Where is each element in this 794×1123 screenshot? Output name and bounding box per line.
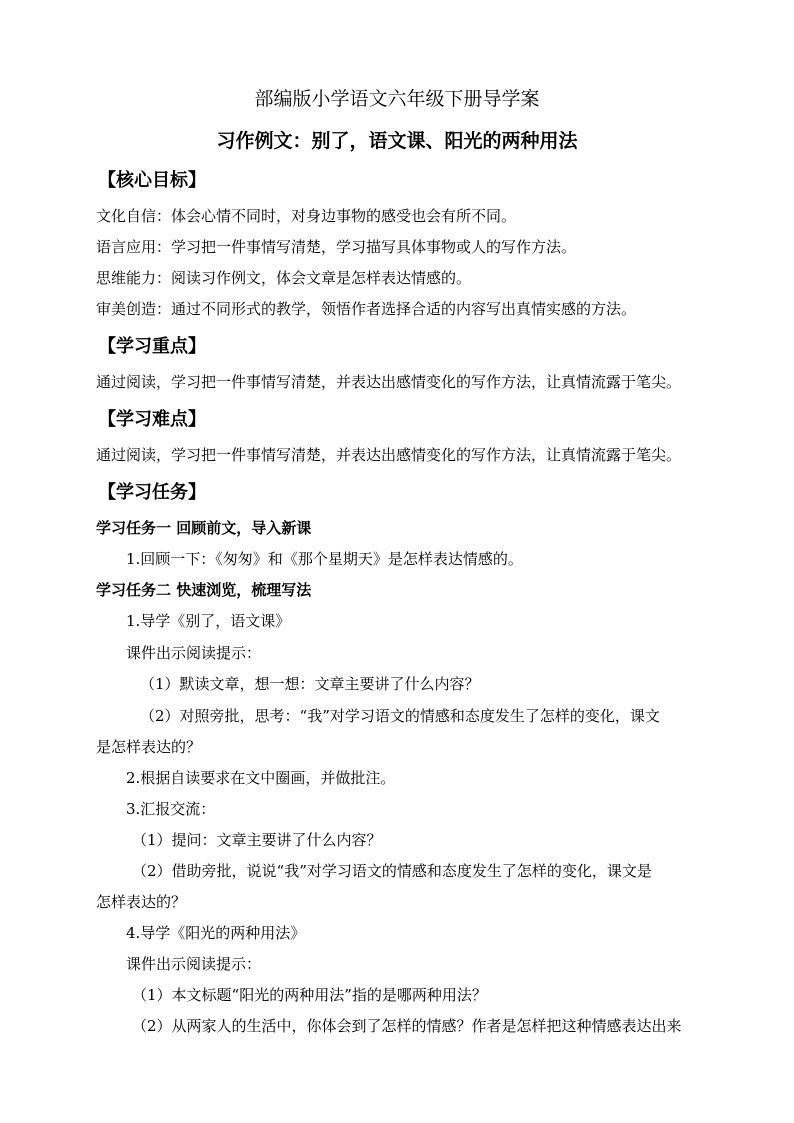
core-goal-item: 审美创造：通过不同形式的教学，领悟作者选择合适的内容写出真情实感的方法。 [96, 300, 637, 318]
task2-line: 课件出示阅读提示： [126, 955, 262, 973]
core-goal-item: 思维能力：阅读习作例文，体会文章是怎样表达情感的。 [96, 269, 472, 287]
task1-item: 1.回顾一下：《匆匆》和《那个星期天》是怎样表达情感的。 [126, 550, 523, 568]
task2-line: （1）本文标题“阳光的两种用法”指的是哪两种用法？ [132, 986, 487, 1004]
task2-line: 是怎样表达的？ [96, 738, 202, 756]
task2-line: 1.导学《别了，语文课》 [126, 612, 291, 630]
difficulties-text: 通过阅读，学习把一件事情写清楚，并表达出感情变化的写作方法，让真情流露于笔尖。 [96, 446, 682, 464]
task2-line: （1）默读文章，想一想：文章主要讲了什么内容？ [140, 675, 480, 693]
task2-line: 课件出示阅读提示： [126, 644, 262, 662]
core-goal-item: 语言应用：学习把一件事情写清楚，学习描写具体事物或人的写作方法。 [96, 238, 577, 256]
core-goal-item: 文化自信：体会心情不同时，对身边事物的感受也会有所不同。 [96, 207, 517, 225]
task2-line: （2）借助旁批，说说“我”对学习语文的情感和态度发生了怎样的变化，课文是 [132, 862, 652, 880]
document-title: 部编版小学语文六年级下册导学案 [254, 88, 540, 110]
task2-line: 3.汇报交流： [126, 800, 216, 818]
key-points-heading: 【学习重点】 [98, 336, 206, 357]
task2-line: （2）从两家人的生活中，你体会到了怎样的情感？作者是怎样把这种情感表达出来 [132, 1017, 682, 1035]
lesson-title: 习作例文：别了，语文课、阳光的两种用法 [216, 130, 578, 152]
task2-title: 学习任务二 快速浏览，梳理写法 [96, 581, 312, 599]
difficulties-heading: 【学习难点】 [98, 409, 206, 430]
task2-line: 2.根据自读要求在文中圈画，并做批注。 [126, 769, 396, 787]
core-goals-heading: 【核心目标】 [98, 170, 206, 191]
task2-line: 4.导学《阳光的两种用法》 [126, 924, 306, 942]
task2-line: （2）对照旁批，思考：“我”对学习语文的情感和态度发生了怎样的变化，课文 [140, 707, 660, 725]
task2-line: （1）提问：文章主要讲了什么内容？ [132, 831, 382, 849]
key-points-text: 通过阅读，学习把一件事情写清楚，并表达出感情变化的写作方法，让真情流露于笔尖。 [96, 373, 682, 391]
task1-title: 学习任务一 回顾前文，导入新课 [96, 519, 312, 537]
task2-line: 怎样表达的？ [96, 893, 187, 911]
tasks-heading: 【学习任务】 [98, 482, 206, 503]
